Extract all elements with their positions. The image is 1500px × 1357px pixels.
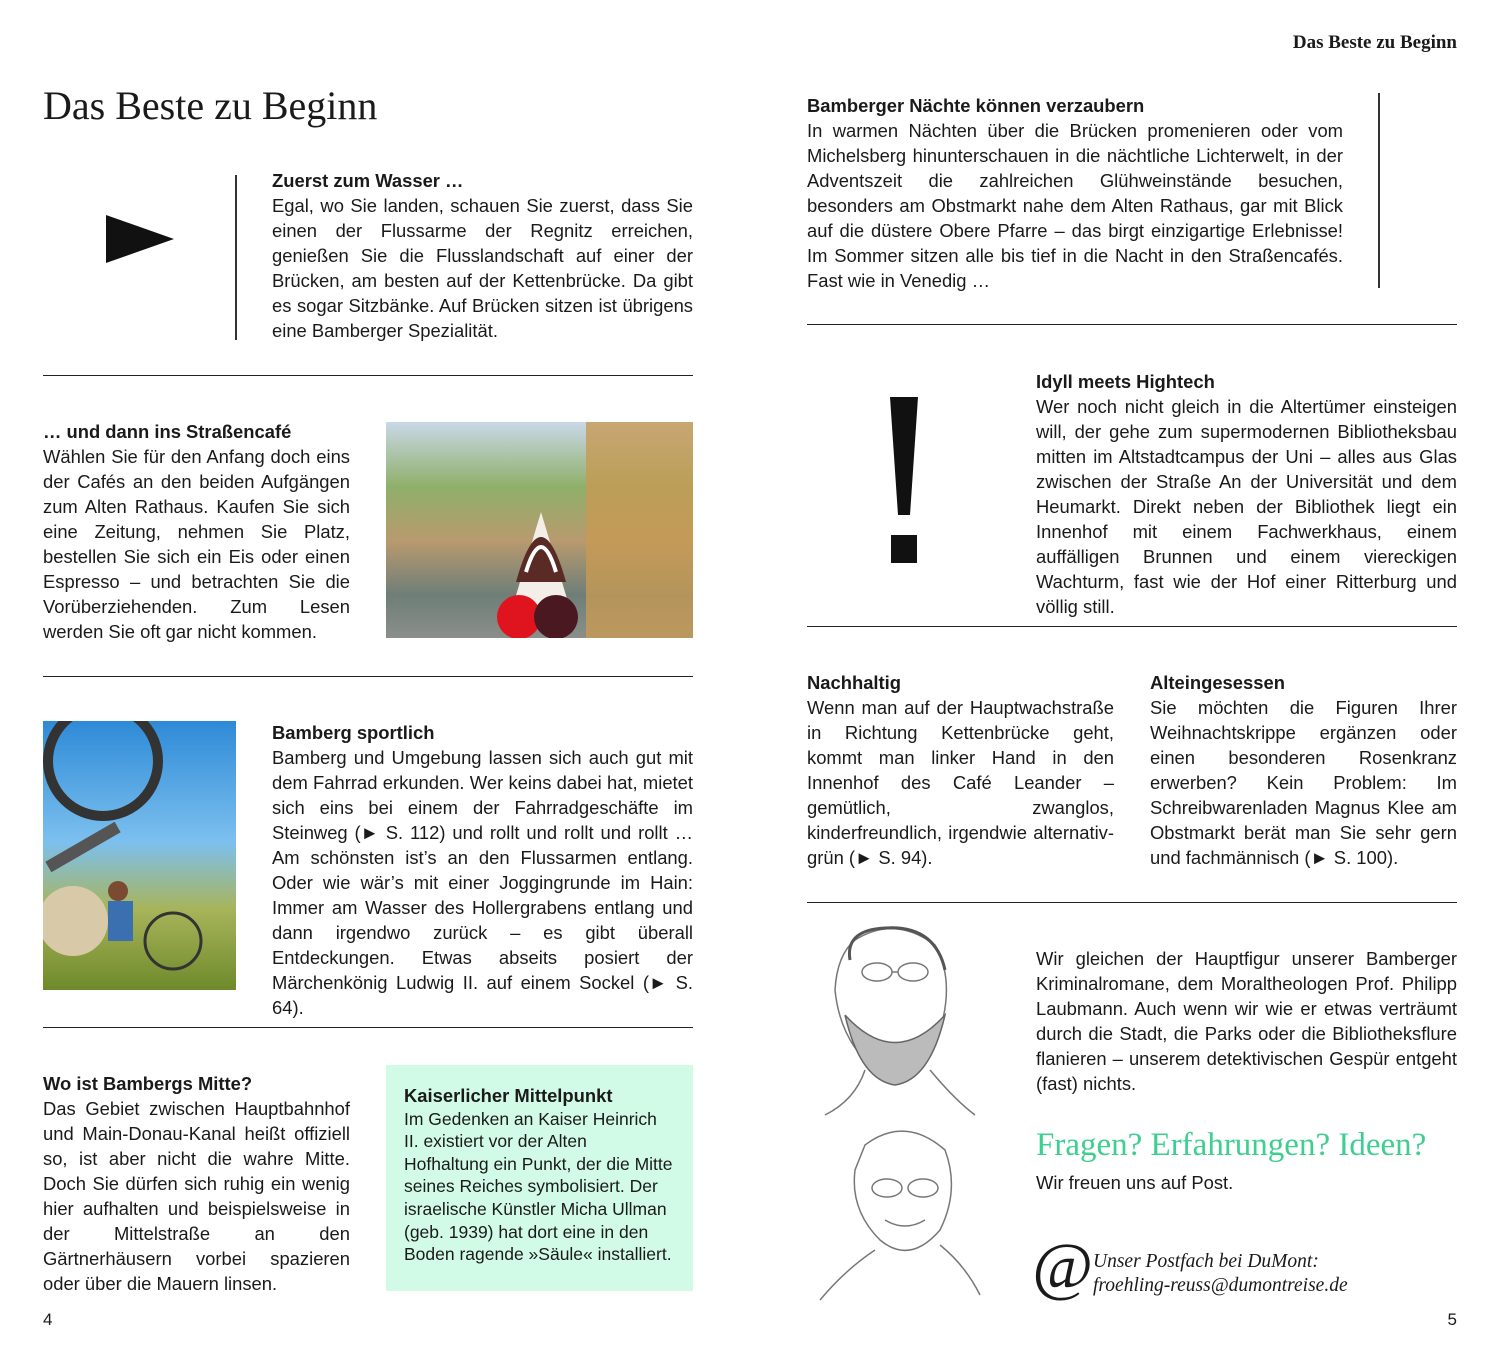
author-portraits-sketch: [815, 920, 985, 1310]
contact-heading: Fragen? Erfahrungen? Ideen?: [1036, 1127, 1427, 1163]
body: Wenn man auf der Hauptwachstraße in Richtung Kettenbrücke geht, kommt man linker Hand in den Innenhof des Café Leander – gemütlich, zwanglos, kinderfreundlich, irgendwie alternativ-grün (► S. 94).: [807, 697, 1114, 868]
section-wasser: [272, 168, 693, 343]
section-mitte: [43, 1071, 350, 1296]
contact-subline: Wir freuen uns auf Post.: [1036, 1172, 1234, 1193]
section-cafe: [43, 419, 350, 644]
section-naechte: [807, 93, 1343, 293]
section-sport: [272, 720, 693, 1020]
body: Egal, wo Sie landen, schauen Sie zuerst, dass Sie einen der Flussarme der Regnitz erreichen, genießen Sie die Flusslandschaft auf einer der Brücken, am besten auf der Kettenbrücke. Da gibt es sogar Sitzbänke. Auf Brücken sitzen ist übrigens eine Bamberger Spezialität.: [272, 195, 693, 341]
heading: Bamberger Nächte können verzaubern: [807, 95, 1145, 116]
divider: [807, 626, 1457, 627]
postfach-label: Unser Postfach bei DuMont:: [1093, 1251, 1319, 1272]
page-number-right: 5: [1447, 1310, 1457, 1329]
heading: Alteingesessen: [1150, 672, 1285, 693]
running-header: [1293, 32, 1457, 54]
divider: [807, 902, 1457, 903]
divider: [43, 375, 693, 376]
divider: [43, 676, 693, 677]
exclamation-icon: [888, 397, 920, 565]
body: Wählen Sie für den Anfang doch eins der Cafés an den beiden Aufgängen zum Alten Rathaus. Kaufen Sie sich eine Zeitung, nehmen Sie Platz, bestellen Sie sich ein Eis oder einen Espresso – und betrachten Sie die Vorüberziehenden. Zum Lesen werden Sie oft gar nicht kommen.: [43, 446, 350, 642]
body: In warmen Nächten über die Brücken promenieren oder vom Michelsberg hinunterschauen in die nächtliche Lichterwelt, in der Adventszeit die zahlreichen Glühweinstände besuchen, besonders am Obstmarkt nahe dem Alten Rathaus, gar mit Blick auf die düstere Obere Pfarre – das birgt einzigartige Erlebnisse! Im Sommer sitzen alle bis tief in die Nacht in den Straßencafés. Fast wie in Venedig …: [807, 120, 1343, 291]
section-idyll: [1036, 369, 1457, 619]
section-nachhaltig: [807, 670, 1114, 870]
divider: [235, 175, 237, 340]
email-link[interactable]: froehling-reuss@dumontreise.de: [1093, 1275, 1348, 1296]
body: Sie möchten die Figuren Ihrer Weihnachtskrippe ergänzen oder einen besonderen Rosenkranz erwerben? Kein Problem: Im Schreibwarenladen Magnus Klee am Obstmarkt berät man Sie sehr gern und fachmännisch (► S. 100).: [1150, 697, 1457, 868]
section-alteingesessen: [1150, 670, 1457, 870]
page-number-left: 4: [43, 1310, 53, 1329]
at-icon: @: [1032, 1230, 1093, 1303]
divider: [1378, 93, 1380, 288]
play-arrow-icon: [106, 215, 174, 263]
body: Bamberg und Umgebung lassen sich auch gut mit dem Fahrrad erkunden. Wer keins dabei hat, mietet sich eins bei einem der Fahrradgeschäfte im Steinweg (► S. 112) und rollt und rollt und rollt … Am schönsten ist’s an den Flussarmen entlang. Oder wie wär’s mit einer Joggingrunde im Hain: Immer am Wasser des Hollergrabens entlang und dann irgendwo zurück – es gibt überall Entdeckungen. Etwas abseits posiert der Märchenkönig Ludwig II. auf einem Sockel (► S. 64).: [272, 747, 693, 1018]
ice-cream-photo: [386, 422, 693, 638]
heading: Idyll meets Hightech: [1036, 371, 1215, 392]
heading: Bamberg sportlich: [272, 722, 435, 743]
heading: … und dann ins Straßencafé: [43, 421, 292, 442]
contact-info: [1093, 1250, 1348, 1298]
heading: Wo ist Bambergs Mitte?: [43, 1073, 253, 1094]
body: Im Gedenken an Kaiser Heinrich II. existiert vor der Alten Hofhaltung ein Punkt, der die Mitte seines Reiches symbolisiert. Der israelische Künstler Micha Ullman (geb. 1939) hat dort eine in den Boden ragende »Säule« installiert.: [404, 1108, 673, 1265]
section-authors: [1036, 946, 1457, 1096]
page-title: Das Beste zu Beginn: [43, 83, 378, 128]
body: Wer noch nicht gleich in die Altertümer einsteigen will, der gehe zum supermodernen Bibliotheksbau mitten im Altstadtcampus der Uni – alles aus Glas zwischen der Straße An der Universität und dem Heumarkt. Direkt neben der Bibliothek liegt ein Innenhof mit einem Fachwerkhaus, einem auffälligen Brunnen und einem viereckigen Wachturm, fast wie der Hof einer Ritterburg und völlig still.: [1036, 396, 1457, 617]
info-box-kaiser: [386, 1065, 693, 1291]
heading: Zuerst zum Wasser …: [272, 170, 464, 191]
body: Wir gleichen der Hauptfigur unserer Bamberger Kriminalromane, dem Moraltheologen Prof. Philipp Laubmann. Auch wenn wir wie er etwas verträumt durch die Stadt, die Parks oder die Bibliotheksflure flanieren – unserem detektivischen Gespür entgeht (fast) nichts.: [1036, 948, 1457, 1094]
divider: [807, 324, 1457, 325]
heading: Kaiserlicher Mittelpunkt: [404, 1085, 613, 1106]
heading: Nachhaltig: [807, 672, 902, 693]
bicycle-photo: [43, 721, 236, 990]
body: Das Gebiet zwischen Hauptbahnhof und Main-Donau-Kanal heißt offiziell so, ist aber nicht die wahre Mitte. Doch Sie dürfen sich ruhig ein wenig hier aufhalten und beispielsweise in der Mittelstraße an den Gärtnerhäusern vorbei spazieren oder über die Mauern linsen.: [43, 1098, 350, 1294]
running-header-text: Das Beste zu Beginn: [1292, 32, 1457, 53]
divider: [43, 1027, 693, 1028]
